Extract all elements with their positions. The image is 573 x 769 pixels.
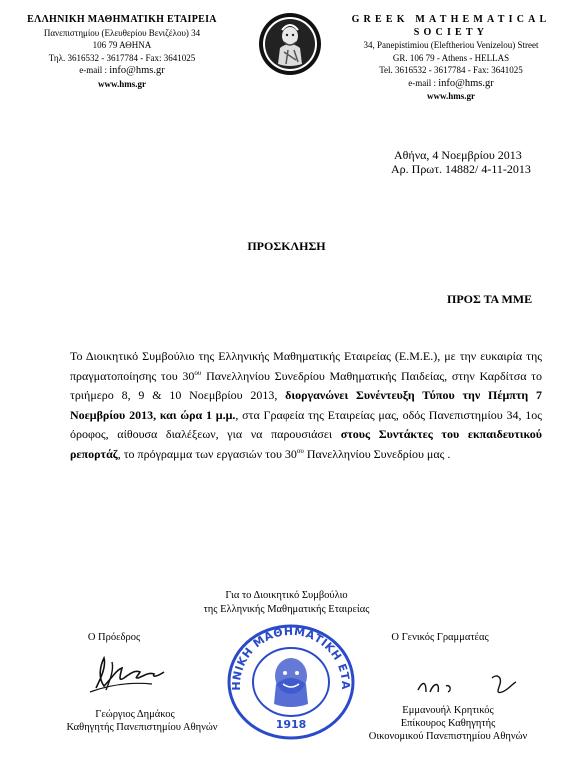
secretary-signature-icon	[412, 668, 522, 702]
ordinal-suffix-2: ου	[296, 446, 304, 455]
email-prefix: e-mail :	[408, 77, 439, 88]
protocol-line: Αρ. Πρωτ. 14882/ 4-11-2013	[391, 162, 531, 176]
society-name-english: GREEK MATHEMATICAL SOCIETY	[351, 14, 551, 38]
email-line-english	[338, 77, 564, 91]
board-line-2: της Ελληνικής Μαθηματικής Εταιρείας	[203, 604, 370, 615]
president-name: Γεώργιος Δημάκος	[95, 709, 175, 720]
date-line: Αθήνα, 4 Νοεμβρίου 2013	[394, 148, 522, 162]
body-text-2: Πανελληνίου Συνεδρίου Μαθηματικής Παιδείας, στην Καρδίτσα το τριήμερο 8, 9 & 10 Νοεμβρίου 2013,	[70, 368, 542, 403]
secretary-title-1: Επίκουρος Καθηγητής	[400, 718, 496, 729]
recipient-line: ΠΡΟΣ ΤΑ ΜΜΕ	[447, 292, 533, 306]
board-line-1: Για το Διοικητικό Συμβούλιο	[225, 590, 348, 601]
president-title: Καθηγητής Πανεπιστημίου Αθηνών	[66, 722, 218, 733]
invitation-title: ΠΡΟΣΚΛΗΣΗ	[247, 239, 326, 253]
invitation-body	[70, 347, 542, 465]
society-name-greek: ΕΛΛΗΝΙΚΗ ΜΑΘΗΜΑΤΙΚΗ ΕΤΑΙΡΕΙΑ	[27, 14, 217, 25]
ordinal-suffix-1: ου	[194, 368, 202, 377]
body-text-5: Πανελληνίου Συνεδρίου μας .	[303, 446, 451, 461]
body-text-4: , το πρόγραμμα των εργασιών του 30	[117, 446, 297, 461]
city-greek: 106 79 ΑΘΗΝΑ	[92, 40, 152, 50]
stamp-text: ΗΝΙΚΗ ΜΑΘΗΜΑΤΙΚΗ ΕΤΑ	[229, 624, 353, 691]
body-text-3: , στα Γραφεία της Εταιρείας μας, οδός Πανεπιστημίου 34, 1ος όροφος, αίθουσα διαλέξεων, για να παρουσιάσει	[70, 407, 542, 442]
address-greek: Πανεπιστημίου (Ελευθερίου Βενιζέλου) 34	[43, 27, 201, 38]
audience-journalists: στους Συντάκτες του εκπαιδευτικού ρεπορτάζ	[70, 427, 542, 461]
email-link-english[interactable]: info@hms.gr	[438, 77, 494, 89]
email-line-greek	[6, 64, 238, 78]
header-english	[338, 14, 564, 103]
phone-greek: Τηλ. 3616532 - 3617784 - Fax: 3641025	[48, 52, 196, 63]
phone-english: Tel. 3616532 - 3617784 - Fax: 3641025	[379, 65, 523, 75]
email-prefix: e-mail :	[79, 65, 110, 75]
secretary-name: Εμμανουήλ Κρητικός	[402, 705, 494, 716]
president-role: Ο Πρόεδρος	[87, 632, 141, 643]
press-conference-details: διοργανώνει Συνέντευξη Τύπου την Πέμπτη 7 Νοεμβρίου 2013, και ώρα 1 μ.μ.	[70, 388, 543, 422]
email-link-greek[interactable]: info@hms.gr	[109, 65, 165, 76]
city-english: GR. 106 79 - Athens - HELLAS	[392, 52, 510, 63]
website-greek[interactable]: www.hms.gr	[97, 78, 146, 89]
president-signature-icon	[82, 648, 172, 698]
website-english[interactable]: www.hms.gr	[426, 91, 475, 101]
society-emblem-icon	[258, 12, 322, 76]
society-stamp-icon	[222, 616, 360, 740]
body-text-1: Το Διοικητικό Συμβούλιο της Ελληνικής Μαθηματικής Εταιρείας (Ε.Μ.Ε.), με την ευκαιρία της πραγματοποίησης του 30	[70, 349, 542, 383]
header-greek	[6, 14, 238, 90]
stamp-year: 1918	[275, 718, 307, 731]
secretary-role: Ο Γενικός Γραμματέας	[391, 632, 489, 643]
secretary-title-2: Οικονομικού Πανεπιστημίου Αθηνών	[368, 731, 528, 742]
address-english: 34, Panepistimiou (Eleftheriou Venizelou) Street	[363, 40, 539, 50]
